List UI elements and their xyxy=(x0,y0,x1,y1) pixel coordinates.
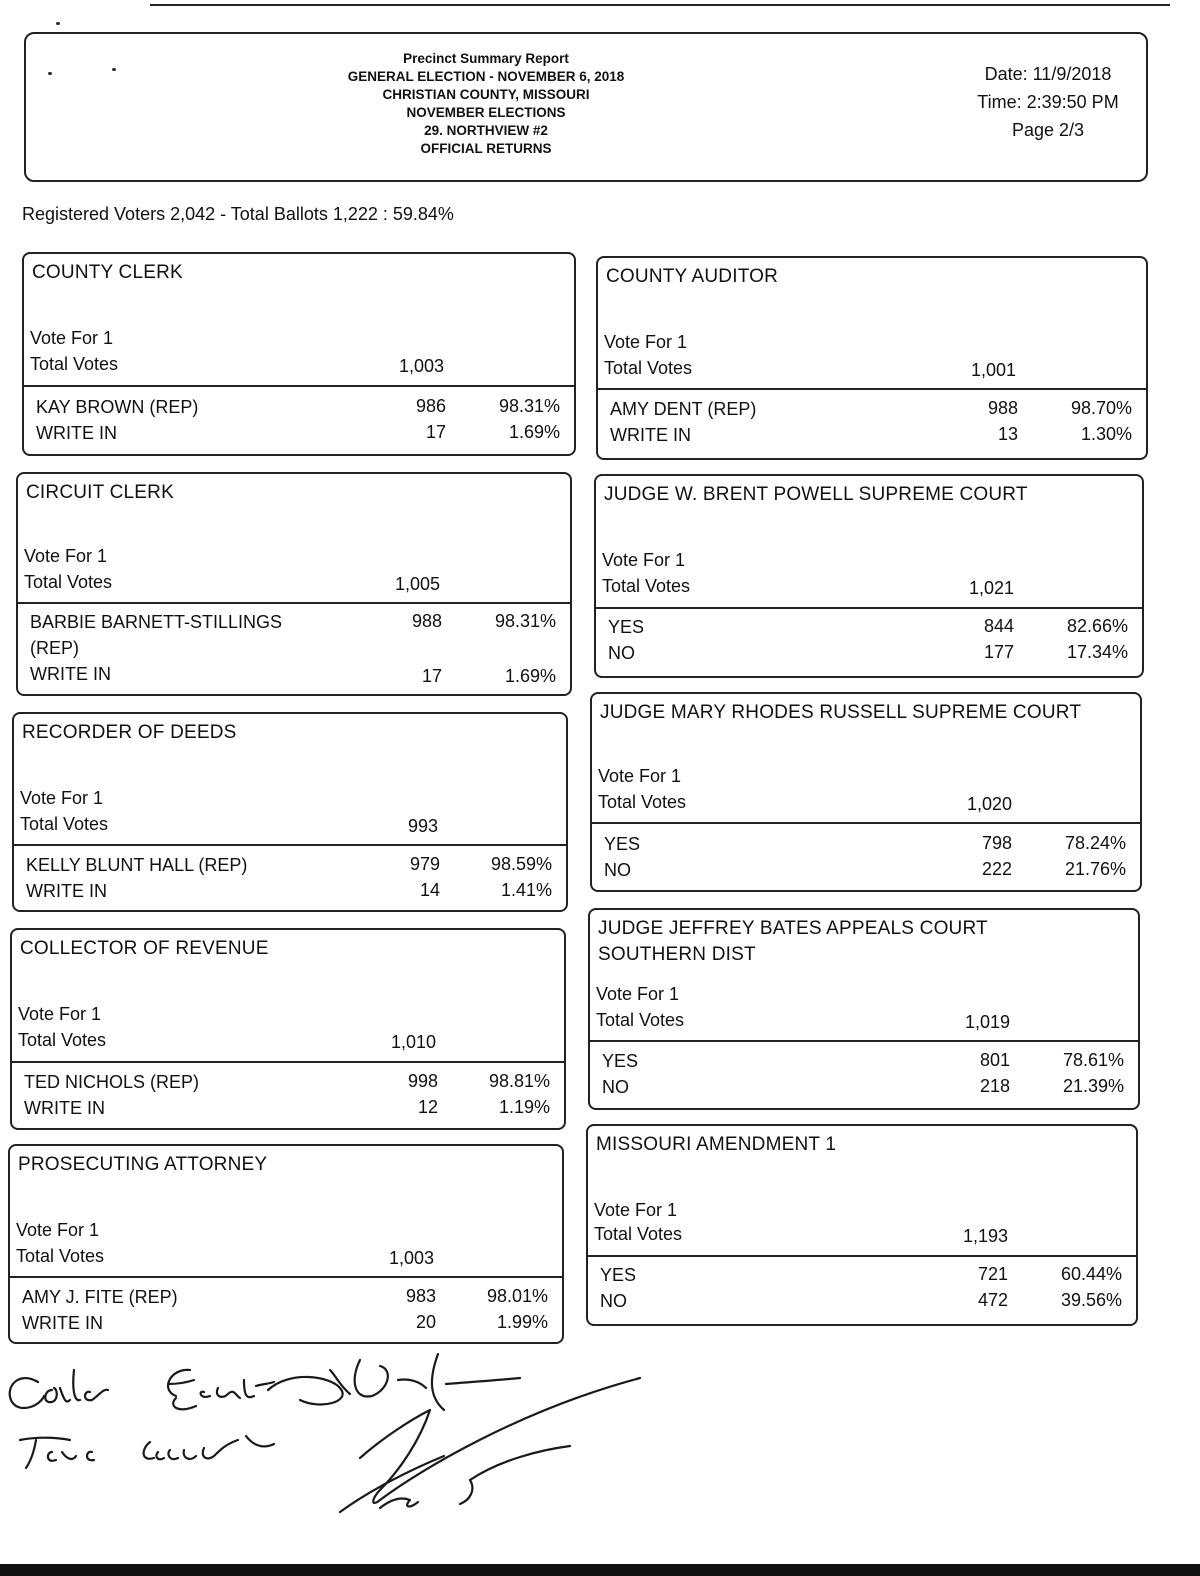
choice-votes: 177 xyxy=(983,642,1014,662)
candidate-votes: 988 xyxy=(987,398,1018,418)
county-name: CHRISTIAN COUNTY, MISSOURI xyxy=(382,87,590,102)
candidate-percent: 1.19% xyxy=(498,1097,550,1117)
total-votes-value: 1,193 xyxy=(962,1226,1008,1246)
candidate-votes: 13 xyxy=(997,424,1018,444)
race-judge-bates xyxy=(588,908,1140,1110)
race-county-clerk xyxy=(22,252,576,456)
candidate-percent: 98.31% xyxy=(498,396,560,416)
choice-percent: 78.61% xyxy=(1062,1050,1124,1070)
race-divider xyxy=(14,844,566,846)
race-title: MISSOURI AMENDMENT 1 xyxy=(596,1134,837,1155)
choice-percent: 17.34% xyxy=(1066,642,1128,662)
race-divider xyxy=(10,1276,562,1278)
total-votes-value: 1,020 xyxy=(966,794,1012,814)
candidate-name: WRITE IN xyxy=(610,425,691,445)
candidate-votes: 20 xyxy=(415,1312,436,1332)
election-name: GENERAL ELECTION - NOVEMBER 6, 2018 xyxy=(347,69,625,84)
total-votes-label: Total Votes xyxy=(594,1224,683,1244)
race-missouri-amendment-1 xyxy=(586,1124,1138,1326)
race-title: PROSECUTING ATTORNEY xyxy=(18,1154,268,1175)
candidate-name: WRITE IN xyxy=(36,423,117,443)
candidate-row xyxy=(24,396,574,422)
vote-for-label: Vote For 1 xyxy=(598,766,682,786)
race-divider xyxy=(590,1040,1138,1042)
candidate-row xyxy=(18,611,570,661)
candidate-percent: 1.69% xyxy=(504,666,556,686)
candidate-row xyxy=(598,398,1146,424)
choice-votes: 721 xyxy=(977,1264,1008,1284)
candidate-name: KELLY BLUNT HALL (REP) xyxy=(26,855,248,875)
report-meta xyxy=(958,60,1138,144)
total-votes-label: Total Votes xyxy=(20,814,109,834)
candidate-percent: 1.69% xyxy=(508,422,560,442)
candidate-row xyxy=(14,880,566,906)
election-group: NOVEMBER ELECTIONS xyxy=(406,105,566,120)
candidate-row xyxy=(590,1076,1138,1102)
candidate-name: WRITE IN xyxy=(30,664,111,684)
race-divider xyxy=(588,1255,1136,1257)
candidate-votes: 14 xyxy=(419,880,440,900)
choice-name: NO xyxy=(608,643,635,663)
candidate-row xyxy=(592,859,1140,885)
report-header xyxy=(24,32,1148,182)
candidate-row xyxy=(12,1097,564,1123)
total-votes-label: Total Votes xyxy=(604,358,693,378)
race-divider xyxy=(24,385,574,387)
candidate-percent: 98.01% xyxy=(486,1286,548,1306)
total-votes-value: 1,010 xyxy=(390,1032,436,1052)
race-prosecuting-attorney xyxy=(8,1144,564,1344)
vote-for-label: Vote For 1 xyxy=(16,1220,100,1240)
vote-for-label: Vote For 1 xyxy=(20,788,104,808)
candidate-name: WRITE IN xyxy=(24,1098,105,1118)
candidate-row xyxy=(14,854,566,880)
race-judge-russell xyxy=(590,692,1142,892)
candidate-name-line1: BARBIE BARNETT-STILLINGS xyxy=(30,612,283,632)
candidate-row xyxy=(596,642,1142,668)
choice-name: NO xyxy=(602,1077,629,1097)
total-votes-label: Total Votes xyxy=(596,1010,685,1030)
candidate-votes: 12 xyxy=(417,1097,438,1117)
race-title: JUDGE W. BRENT POWELL SUPREME COURT xyxy=(604,484,1028,505)
race-county-auditor xyxy=(596,256,1148,460)
race-title: COLLECTOR OF REVENUE xyxy=(20,938,269,959)
race-divider xyxy=(598,388,1146,390)
choice-votes: 798 xyxy=(981,833,1012,853)
choice-percent: 39.56% xyxy=(1060,1290,1122,1310)
choice-percent: 78.24% xyxy=(1064,833,1126,853)
total-votes-label: Total Votes xyxy=(602,576,691,596)
candidate-row xyxy=(24,422,574,448)
choice-votes: 844 xyxy=(983,616,1014,636)
candidate-row xyxy=(12,1071,564,1097)
choice-name: NO xyxy=(600,1291,627,1311)
choice-name: YES xyxy=(600,1265,637,1285)
page-number: Page 2/3 xyxy=(1011,120,1085,140)
race-divider xyxy=(596,607,1142,609)
vote-for-label: Vote For 1 xyxy=(596,984,680,1004)
total-votes-label: Total Votes xyxy=(598,792,687,812)
vote-for-label: Vote For 1 xyxy=(602,550,686,570)
candidate-percent: 1.41% xyxy=(500,880,552,900)
total-votes-value: 1,003 xyxy=(398,356,444,376)
candidate-percent: 98.81% xyxy=(488,1071,550,1091)
total-votes-value: 1,019 xyxy=(964,1012,1010,1032)
race-collector-of-revenue xyxy=(10,928,566,1130)
vote-for-label: Vote For 1 xyxy=(604,332,688,352)
choice-name: NO xyxy=(604,860,631,880)
choice-votes: 472 xyxy=(977,1290,1008,1310)
race-recorder-of-deeds xyxy=(12,712,568,912)
precinct-name: 29. NORTHVIEW #2 xyxy=(424,123,548,138)
choice-percent: 82.66% xyxy=(1066,616,1128,636)
race-divider xyxy=(592,822,1140,824)
total-votes-value: 1,001 xyxy=(970,360,1016,380)
race-divider xyxy=(18,602,570,604)
race-title: JUDGE MARY RHODES RUSSELL SUPREME COURT xyxy=(600,702,1082,723)
candidate-row xyxy=(18,663,570,689)
choice-votes: 801 xyxy=(979,1050,1010,1070)
race-circuit-clerk xyxy=(16,472,572,696)
candidate-name-line2: (REP) xyxy=(30,638,79,658)
candidate-row xyxy=(590,1050,1138,1076)
candidate-row xyxy=(592,833,1140,859)
race-title: CIRCUIT CLERK xyxy=(26,482,174,503)
vote-for-label: Vote For 1 xyxy=(24,546,108,566)
vote-for-label: Vote For 1 xyxy=(18,1004,102,1024)
candidate-votes: 17 xyxy=(425,422,446,442)
total-votes-label: Total Votes xyxy=(30,354,119,374)
scan-speck xyxy=(56,22,60,25)
report-title-block xyxy=(266,50,706,158)
total-votes-value: 1,003 xyxy=(388,1248,434,1268)
scan-edge-bottom xyxy=(0,1564,1200,1576)
candidate-row xyxy=(10,1286,562,1312)
choice-percent: 21.39% xyxy=(1062,1076,1124,1096)
race-divider xyxy=(12,1061,564,1063)
choice-name: YES xyxy=(602,1051,639,1071)
turnout-summary: Registered Voters 2,042 - Total Ballots 1,222 : 59.84% xyxy=(22,204,454,224)
candidate-percent: 1.30% xyxy=(1080,424,1132,444)
candidate-percent: 98.31% xyxy=(494,611,556,631)
race-title: JUDGE JEFFREY BATES APPEALS COURT xyxy=(598,918,988,939)
candidate-name: AMY J. FITE (REP) xyxy=(22,1287,178,1307)
report-date: Date: 11/9/2018 xyxy=(984,64,1112,84)
candidate-row xyxy=(598,424,1146,450)
choice-percent: 60.44% xyxy=(1060,1264,1122,1284)
candidate-votes: 998 xyxy=(407,1071,438,1091)
race-title-line2: SOUTHERN DIST xyxy=(598,944,756,965)
returns-type: OFFICIAL RETURNS xyxy=(420,141,552,156)
candidate-percent: 98.70% xyxy=(1070,398,1132,418)
total-votes-label: Total Votes xyxy=(16,1246,105,1266)
candidate-row xyxy=(588,1290,1136,1316)
handwritten-signatures xyxy=(0,1340,700,1530)
candidate-row xyxy=(10,1312,562,1338)
choice-percent: 21.76% xyxy=(1064,859,1126,879)
total-votes-value: 1,021 xyxy=(968,578,1014,598)
race-judge-powell xyxy=(594,474,1144,678)
vote-for-label: Vote For 1 xyxy=(594,1200,678,1220)
candidate-votes: 988 xyxy=(411,611,442,631)
candidate-votes: 986 xyxy=(415,396,446,416)
candidate-name: WRITE IN xyxy=(22,1313,103,1333)
report-title: Precinct Summary Report xyxy=(403,51,569,66)
race-title: COUNTY CLERK xyxy=(32,262,183,283)
scan-edge-line xyxy=(150,4,1170,6)
candidate-votes: 983 xyxy=(405,1286,436,1306)
total-votes-value: 1,005 xyxy=(394,574,440,594)
choice-votes: 218 xyxy=(979,1076,1010,1096)
candidate-votes: 17 xyxy=(421,666,442,686)
candidate-name: TED NICHOLS (REP) xyxy=(24,1072,200,1092)
candidate-name: WRITE IN xyxy=(26,881,107,901)
race-title: COUNTY AUDITOR xyxy=(606,266,779,287)
candidate-name: AMY DENT (REP) xyxy=(610,399,757,419)
choice-name: YES xyxy=(608,617,645,637)
choice-votes: 222 xyxy=(981,859,1012,879)
candidate-votes: 979 xyxy=(409,854,440,874)
vote-for-label: Vote For 1 xyxy=(30,328,114,348)
candidate-row xyxy=(596,616,1142,642)
total-votes-value: 993 xyxy=(407,816,438,836)
candidate-row xyxy=(588,1264,1136,1290)
total-votes-label: Total Votes xyxy=(24,572,113,592)
race-title: RECORDER OF DEEDS xyxy=(22,722,237,743)
choice-name: YES xyxy=(604,834,641,854)
candidate-percent: 98.59% xyxy=(490,854,552,874)
total-votes-label: Total Votes xyxy=(18,1030,107,1050)
candidate-percent: 1.99% xyxy=(496,1312,548,1332)
candidate-name: KAY BROWN (REP) xyxy=(36,397,199,417)
report-time: Time: 2:39:50 PM xyxy=(977,92,1119,112)
